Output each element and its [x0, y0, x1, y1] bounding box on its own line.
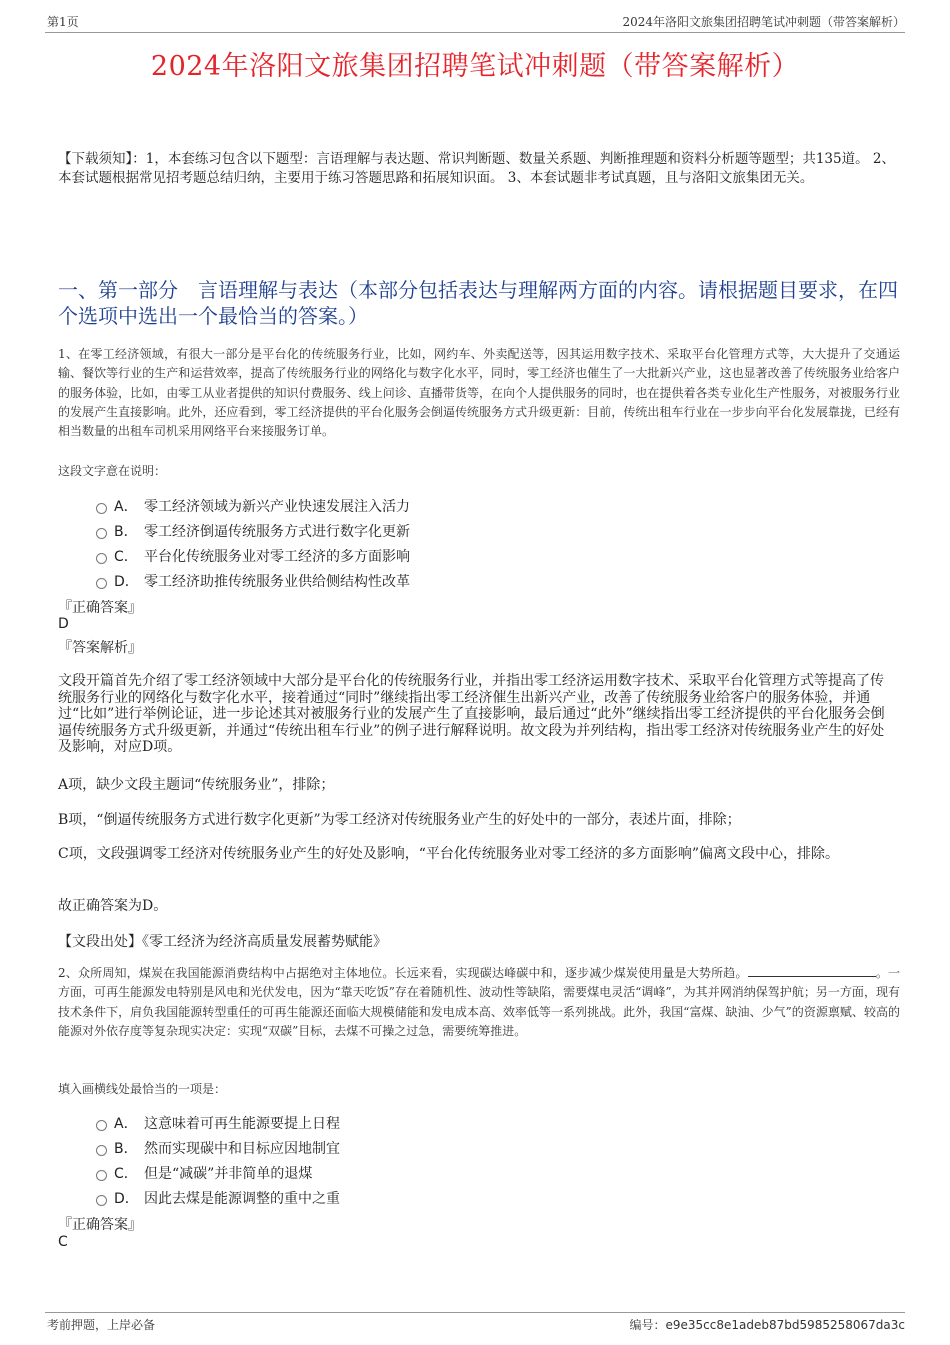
question-1-prompt: 这段文字意在说明： [58, 464, 167, 478]
page-title: 2024年洛阳文旅集团招聘笔试冲刺题（带答案解析） [150, 51, 800, 82]
question-1-options [96, 493, 796, 593]
radio-icon[interactable] [96, 1195, 107, 1206]
radio-icon[interactable] [96, 578, 107, 589]
radio-icon[interactable] [96, 1145, 107, 1156]
question-1-analysis-conclusion: 故正确答案为D。 [58, 898, 168, 914]
question-2-option-b[interactable]: B． 然而实现碳中和目标应因地制宜 [96, 1135, 796, 1160]
section-heading: 一、第一部分 言语理解与表达（本部分包括表达与理解两方面的内容。请根据题目要求，在四个选项中选出一个最恰当的答案。） [58, 278, 898, 328]
footer-doc-id: 编号：e9e35cc8e1adeb87bd5985258067da3c [629, 1318, 905, 1332]
question-1-analysis-b: B项，“倒逼传统服务方式进行数字化更新”为零工经济对传统服务业产生的好处中的一部分，表述片面，排除； [58, 812, 741, 828]
question-2-option-c[interactable]: C． 但是“减碳”并非简单的退煤 [96, 1160, 796, 1185]
radio-icon[interactable] [96, 528, 107, 539]
question-1-answer-label: 『正确答案』 [58, 600, 142, 616]
question-1-option-b[interactable]: B． 零工经济倒逼传统服务方式进行数字化更新 [96, 518, 796, 543]
question-1-analysis-main: 文段开篇首先介绍了零工经济领域中大部分是平台化的传统服务行业，并指出零工经济运用数字技术、采取平台化管理方式等提高了传统服务行业的网络化与数字化水平，接着通过“同时”继续指出零工经济催生出新兴产业，改善了传统服务业给客户的服务体验，并通过“比如”进行举例论证，进一步论述其对被服务行业的发展产生了直接影响，最后通过“此外”继续指出零工经济提供的平台化服务会倒逼传统服务方式升级更新，并通过“传统出租车行业”的例子进行解释说明。故文段为并列结构，指出零工经济对传统服务业产生的好处及影响，对应D项。 [58, 673, 885, 755]
page-number: 第1页 [47, 15, 79, 29]
question-1-analysis-c: C项，文段强调零工经济对传统服务业产生的好处及影响，“平台化传统服务业对零工经济的多方面影响”偏离文段中心，排除。 [58, 846, 840, 862]
question-1-answer: D [58, 616, 69, 632]
question-2-prompt: 填入画横线处最恰当的一项是： [58, 1082, 227, 1096]
footer-slogan: 考前押题，上岸必备 [47, 1318, 156, 1332]
question-1-source: 【文段出处】《零工经济为经济高质量发展蓄势赋能》 [58, 934, 387, 950]
question-2-option-d[interactable]: D． 因此去煤是能源调整的重中之重 [96, 1185, 796, 1210]
question-1-stem: 1、在零工经济领域，有很大一部分是平台化的传统服务行业，比如，网约车、外卖配送等，因其运用数字技术、采取平台化管理方式等，大大提升了交通运输、餐饮等行业的生产和运营效率，提高了传统服务行业的网络化与数字化水平，同时，零工经济也催生了一大批新兴产业，这也显著改善了传统服务业给客户的服务体验，比如，由零工从业者提供的知识付费服务、线上问诊、直播带货等，在向个人提供服务的同时，也在提供着各类专业化生产性服务，对被服务行业的发展产生直接影响。此外，还应看到，零工经济提供的平台化服务会倒逼传统服务方式升级更新：目前，传统出租车行业在一步步向平台化发展靠拢，已经有相当数量的出租车司机采用网络平台来接服务订单。 [58, 347, 900, 439]
header-doc-title: 2024年洛阳文旅集团招聘笔试冲刺题（带答案解析） [622, 15, 905, 29]
question-1-option-c[interactable]: C． 平台化传统服务业对零工经济的多方面影响 [96, 543, 796, 568]
header-divider [45, 32, 905, 33]
question-1-option-a[interactable]: A． 零工经济领域为新兴产业快速发展注入活力 [96, 493, 796, 518]
question-1-analysis-label: 『答案解析』 [58, 640, 142, 656]
question-2-options [96, 1110, 796, 1210]
question-2-answer: C [58, 1234, 68, 1250]
page-header [0, 0, 950, 32]
footer-divider [45, 1312, 905, 1313]
radio-icon[interactable] [96, 553, 107, 564]
question-1-option-d[interactable]: D． 零工经济助推传统服务业供给侧结构性改革 [96, 568, 796, 593]
radio-icon[interactable] [96, 1120, 107, 1131]
question-2-answer-label: 『正确答案』 [58, 1217, 142, 1233]
question-1-analysis-a: A项，缺少文段主题词“传统服务业”，排除； [58, 777, 335, 793]
radio-icon[interactable] [96, 503, 107, 514]
question-2-option-a[interactable]: A． 这意味着可再生能源要提上日程 [96, 1110, 796, 1135]
download-notice: 【下载须知】：1，本套练习包含以下题型：言语理解与表达题、常识判断题、数量关系题、判断推理题和资料分析题等题型；共135道。 2、本套试题根据常见招考题总结归纳，主要用于练习答题思路和拓展知识面。 3、本套试题非考试真题，且与洛阳文旅集团无关。 [58, 151, 895, 186]
fill-blank-line[interactable] [748, 966, 876, 977]
question-2-stem: 2、众所周知，煤炭在我国能源消费结构中占据绝对主体地位。长远来看，实现碳达峰碳中和，逐步减少煤炭使用量是大势所趋。 。一方面，可再生能源发电特别是风电和光伏发电，因为“靠天吃饭”存在着随机性、波动性等缺陷，需要煤电灵活“调峰”，为其并网消纳保驾护航；另一方面，现有技术条件下，肩负我国能源转型重任的可再生能源还面临大规模储能和发电成本高、效率低等一系列挑战。此外，我国“富煤、缺油、少气”的资源禀赋、较高的能源对外依存度等复杂现实决定：实现“双碳”目标，去煤不可操之过急，需要统筹推进。 [58, 966, 900, 1038]
radio-icon[interactable] [96, 1170, 107, 1181]
